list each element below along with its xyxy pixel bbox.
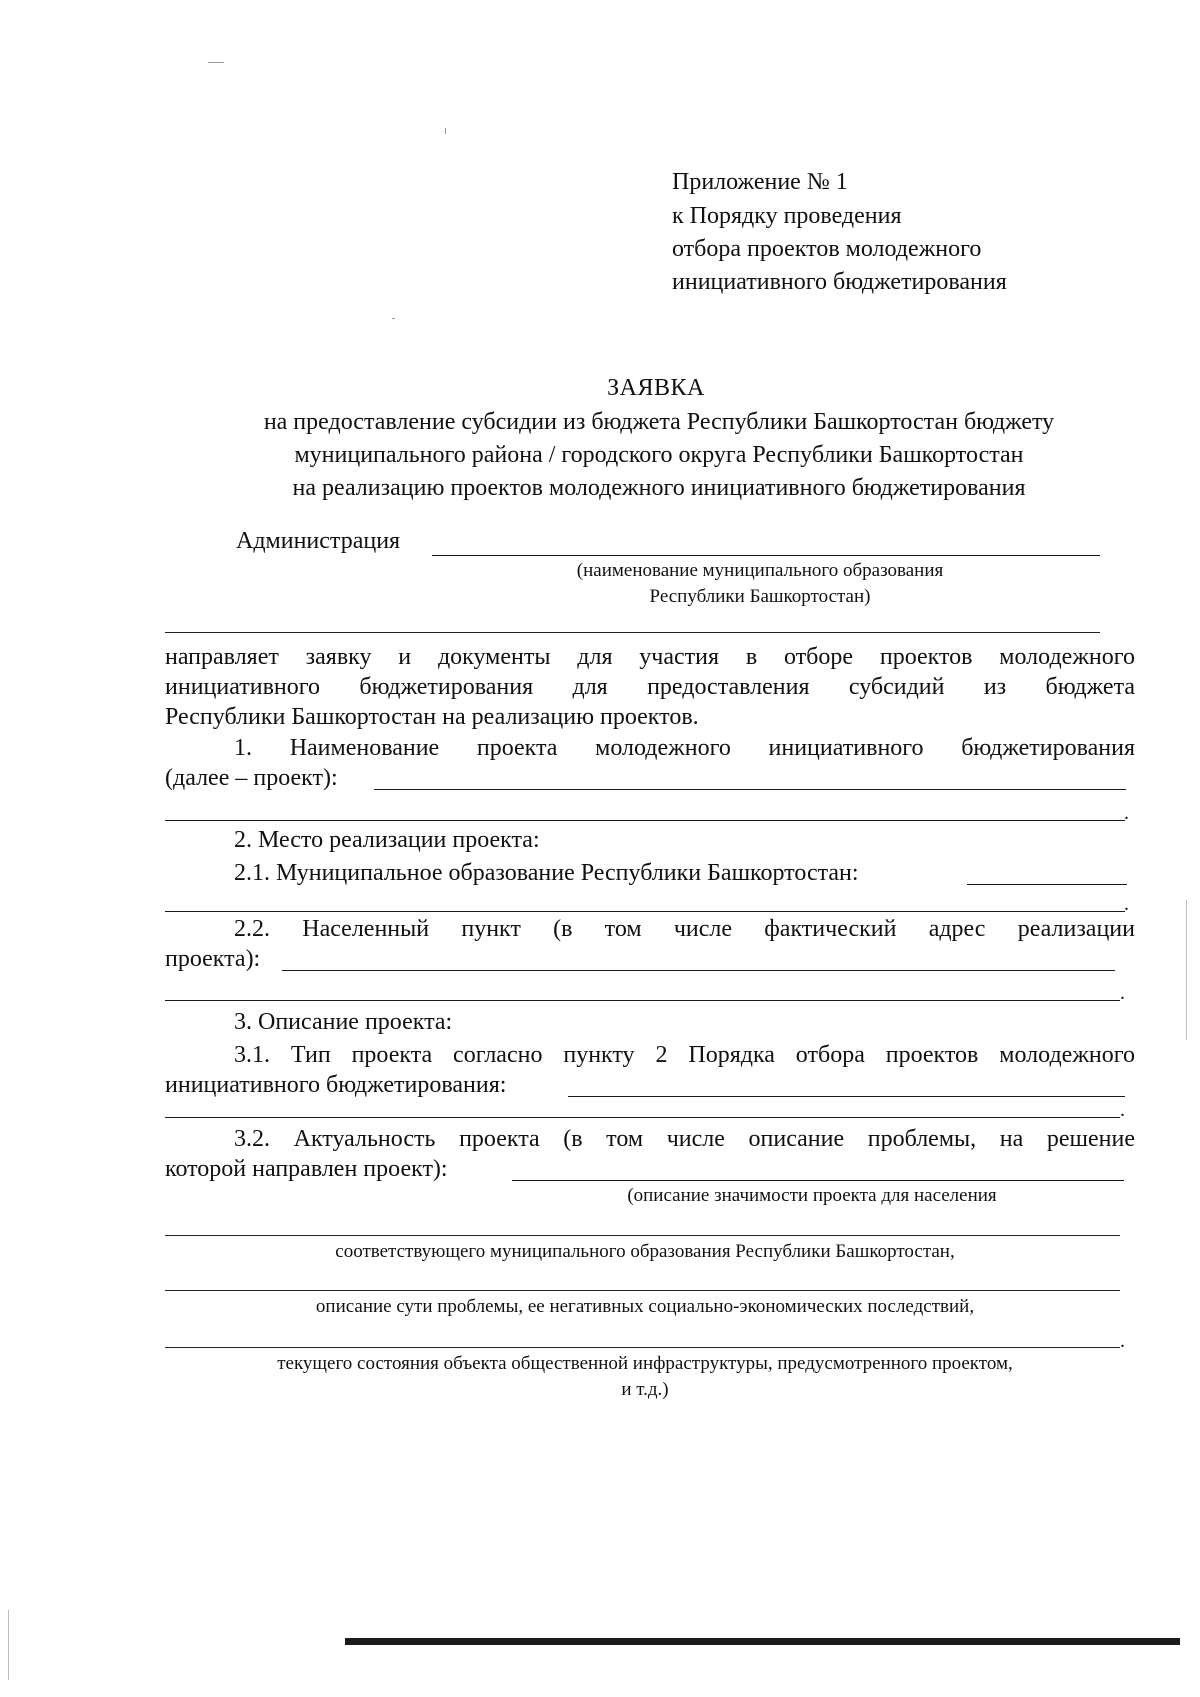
relevance-hint-3: описание сути проблемы, ее негативных социально-экономических последствий,: [315, 1296, 975, 1317]
project-type-field-line[interactable]: [568, 1096, 1125, 1097]
relevance-line-2[interactable]: [165, 1235, 1120, 1236]
project-name-field-line[interactable]: [374, 789, 1126, 790]
administration-hint-1: (наименование муниципального образования: [576, 560, 944, 581]
item-2-2-line-1: 2.2. Населенный пункт (в том числе фактический адрес реализации: [234, 916, 1135, 942]
item-3-1-line-2: инициативного бюджетирования:: [165, 1072, 507, 1098]
settlement-field-line[interactable]: [282, 970, 1115, 971]
intro-line-2: инициативного бюджетирования для предоставления субсидий из бюджета: [165, 674, 1135, 700]
administration-label: Администрация: [236, 528, 401, 554]
intro-line-3: Республики Башкортостан на реализацию проектов.: [165, 704, 699, 730]
item-1-line-2: (далее – проект):: [165, 765, 338, 791]
scan-edge-artifact: [1186, 900, 1187, 1040]
municipality-continuation-line[interactable]: [165, 911, 1125, 912]
scan-bottom-bar: [345, 1638, 1180, 1645]
municipality-field-line[interactable]: [967, 884, 1127, 885]
scan-speck: [445, 128, 446, 134]
item-2-1: 2.1. Муниципальное образование Республики Башкортостан:: [234, 860, 859, 886]
scan-edge-artifact: [8, 1610, 9, 1680]
relevance-hint-5: и т.д.): [621, 1379, 669, 1400]
item-1-line-1: 1. Наименование проекта молодежного инициативного бюджетирования: [234, 735, 1135, 761]
relevance-hint-2: соответствующего муниципального образования Республики Башкортостан,: [335, 1241, 955, 1262]
settlement-continuation-line[interactable]: [165, 1000, 1120, 1001]
project-type-continuation-line[interactable]: [165, 1117, 1120, 1118]
relevance-hint-4: текущего состояния объекта общественной инфраструктуры, предусмотренного проектом,: [277, 1353, 1013, 1374]
item-3-2-line-2: которой направлен проект):: [165, 1156, 448, 1182]
administration-continuation-line[interactable]: [165, 632, 1100, 633]
item-2-heading: 2. Место реализации проекта:: [234, 827, 540, 853]
item-3-heading: 3. Описание проекта:: [234, 1009, 453, 1035]
appendix-line-1: Приложение № 1: [672, 169, 848, 195]
intro-line-1: направляет заявку и документы для участия в отборе проектов молодежного: [165, 644, 1135, 670]
title-line-1: на предоставление субсидии из бюджета Республики Башкортостан бюджету: [263, 409, 1055, 435]
line-end-dot: .: [1120, 1099, 1125, 1121]
project-name-continuation-line[interactable]: [165, 820, 1125, 821]
title-line-2: муниципального района / городского округа Республики Башкортостан: [294, 442, 1024, 468]
scan-speck: [392, 318, 395, 319]
scan-speck: [208, 62, 224, 63]
relevance-field-line[interactable]: [512, 1180, 1124, 1181]
appendix-line-2: к Порядку проведения: [672, 203, 902, 229]
line-end-dot: .: [1124, 802, 1129, 824]
administration-hint-2: Республики Башкортостан): [649, 586, 871, 607]
title-line-3: на реализацию проектов молодежного инициативного бюджетирования: [292, 475, 1026, 501]
appendix-line-4: инициативного бюджетирования: [672, 269, 1007, 295]
document-heading: ЗАЯВКА: [607, 375, 705, 401]
line-end-dot: .: [1124, 893, 1129, 915]
item-2-2-line-2: проекта):: [165, 946, 261, 972]
line-end-dot: .: [1120, 982, 1125, 1004]
line-end-dot: .: [1120, 1330, 1125, 1352]
relevance-hint-1: (описание значимости проекта для населения: [627, 1185, 997, 1206]
item-3-2-line-1: 3.2. Актуальность проекта (в том числе описание проблемы, на решение: [234, 1126, 1135, 1152]
relevance-line-4[interactable]: [165, 1347, 1120, 1348]
appendix-line-3: отбора проектов молодежного: [672, 236, 982, 262]
item-3-1-line-1: 3.1. Тип проекта согласно пункту 2 Порядка отбора проектов молодежного: [234, 1042, 1135, 1068]
administration-field-line[interactable]: [432, 555, 1100, 556]
relevance-line-3[interactable]: [165, 1290, 1120, 1291]
